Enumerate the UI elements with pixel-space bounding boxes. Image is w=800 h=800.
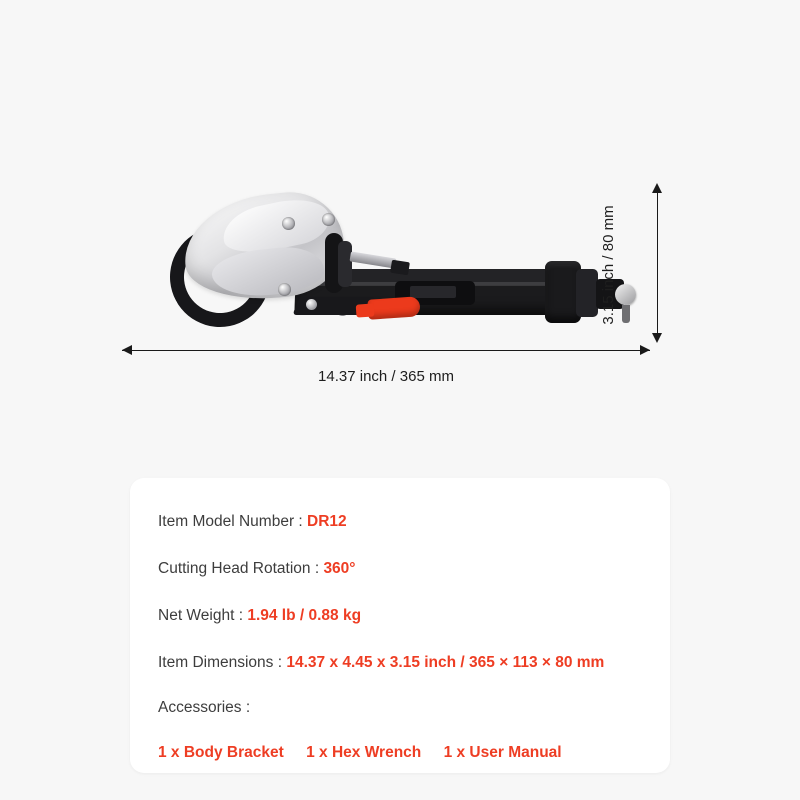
- spec-row-weight: [158, 592, 650, 639]
- horizontal-dimension-line: [122, 350, 650, 351]
- accessory-item: 1 x Body Bracket: [158, 744, 284, 761]
- horizontal-dimension-label: 14.37 inch / 365 mm: [318, 368, 454, 385]
- tool-collar-secondary: [576, 269, 598, 317]
- accessories-items: [158, 730, 650, 776]
- dimension-arrow-up-icon: [652, 183, 662, 193]
- vertical-dimension-line: [657, 190, 658, 340]
- spec-row-dimensions: [158, 639, 650, 686]
- spec-value: 1.94 lb / 0.88 kg: [247, 607, 362, 624]
- accessories-label: Accessories :: [158, 699, 251, 716]
- dimension-arrow-down-icon: [652, 333, 662, 343]
- spec-label: Item Dimensions :: [158, 654, 283, 671]
- rotation-disc-secondary: [338, 241, 352, 287]
- spec-label: Cutting Head Rotation :: [158, 560, 320, 577]
- vertical-dimension-label: 3.15 inch / 80 mm: [600, 205, 617, 325]
- spec-row-model: [158, 498, 650, 545]
- accessory-item: 1 x User Manual: [443, 744, 562, 761]
- accessory-item: 1 x Hex Wrench: [306, 744, 422, 761]
- specification-card: [130, 478, 670, 773]
- tool-tail-bolt-stem: [622, 305, 630, 323]
- spec-value: DR12: [307, 513, 347, 530]
- spec-row-accessories: [158, 686, 650, 730]
- specification-list: [158, 498, 650, 776]
- head-screw: [278, 283, 291, 296]
- spec-row-rotation: [158, 545, 650, 592]
- dimension-arrow-right-icon: [640, 345, 650, 355]
- dimension-arrow-left-icon: [122, 345, 132, 355]
- drive-spindle-tip: [390, 260, 410, 276]
- bracket-screw: [306, 299, 317, 310]
- head-screw: [322, 213, 335, 226]
- head-screw: [282, 217, 295, 230]
- tool-tail-bolt: [615, 284, 636, 305]
- pruning-shear-illustration: [110, 185, 640, 340]
- spec-value: 360°: [323, 560, 356, 577]
- drive-spindle: [350, 251, 397, 268]
- tool-shaft-label-plate: [410, 286, 456, 298]
- spec-label: Net Weight :: [158, 607, 244, 624]
- release-lever: [367, 296, 420, 320]
- spec-value: 14.37 x 4.45 x 3.15 inch / 365 × 113 × 80 mm: [286, 654, 605, 671]
- spec-label: Item Model Number :: [158, 513, 303, 530]
